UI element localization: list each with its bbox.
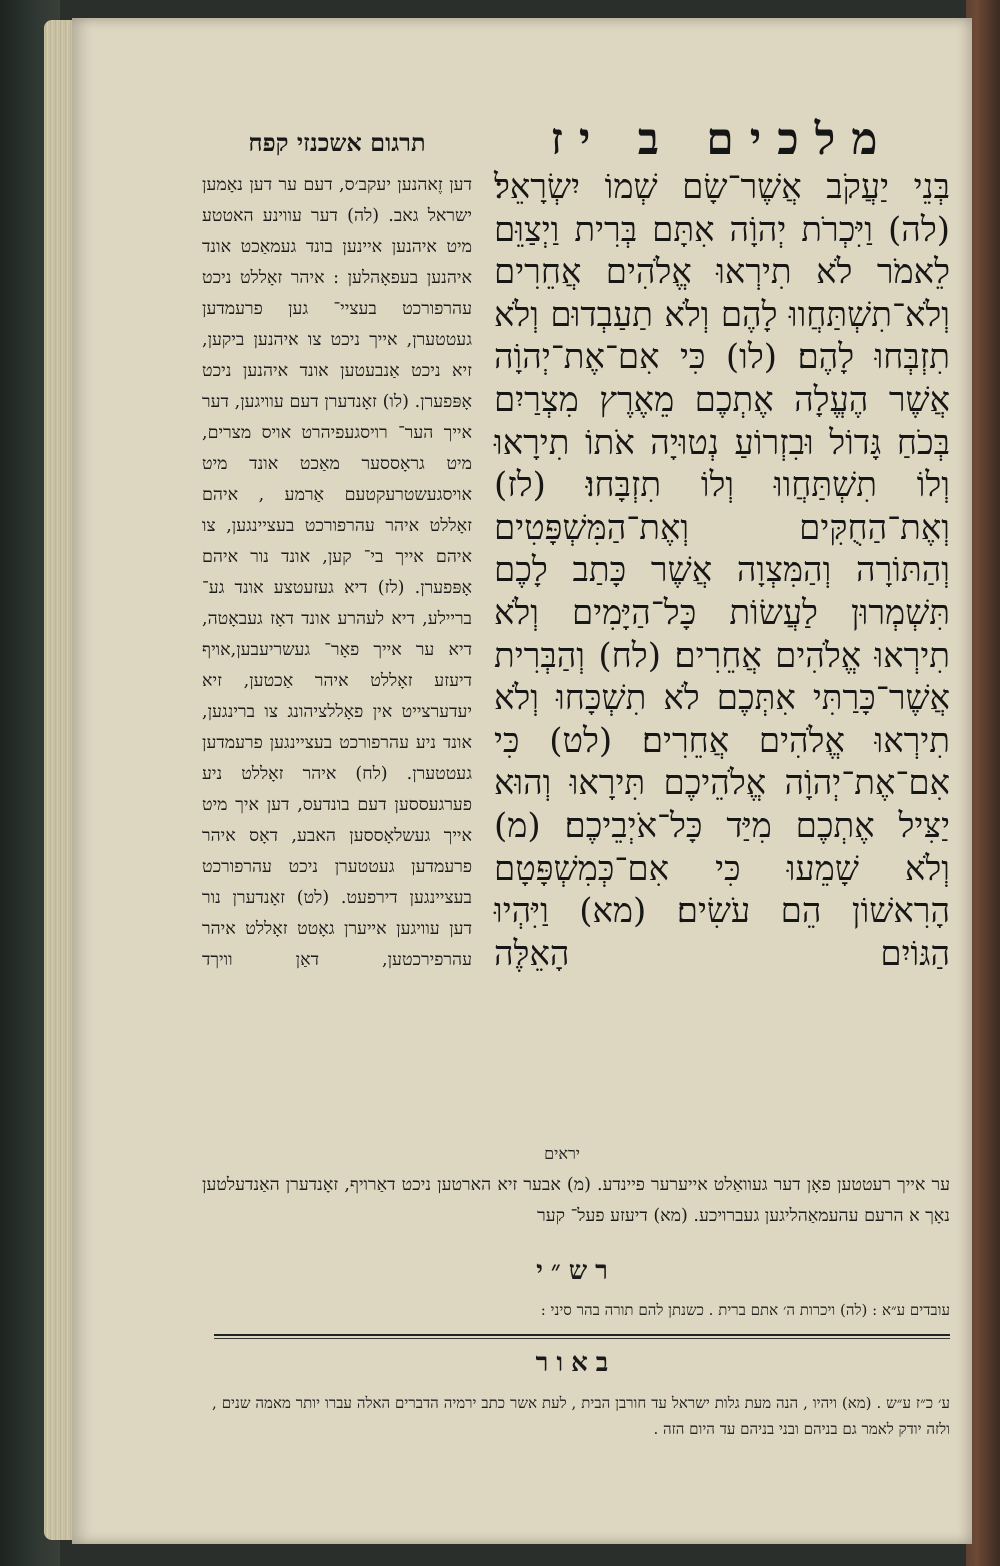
catchword: יראים	[544, 1144, 580, 1163]
translation-continuation: ער אייך רעטטען פאָן דער געוואַלט אייערער פיינדע. (מ) אבער זיא הארטען ניכט דאַרויף, זאָנדערן האַנדעלטען נאָך א הרעם עהעמאַהליגען געברויכע. (מא) דיעזע פעל־ קער	[202, 1175, 950, 1226]
translation-title: תרגום אשכנזי קפח	[248, 128, 426, 157]
book-title: מלכים ב יז	[550, 114, 894, 165]
translation-column	[202, 18, 472, 1168]
rashi-title: רש״י	[536, 1256, 616, 1286]
section-divider-thin	[214, 1338, 950, 1339]
book-page	[72, 18, 972, 1544]
translation-text: דען זֶאהנען יעקב׳ס, דעם ער דען נאָמען ישראל גאב. (לה) דער עווינע האטטע מיט איהנען איינען בונד געמאַכט אונד איהנען בעפאָהלען : איהר זאָללט ניכט עהרפורכט בעציי־ גען פרעמדען געטטערן, אייך ניכט צו איהנען ביקען, זיא ניכט אַנבעטען אונד איהנען ניכט אָפּפערן. (לו) זאָנדערן דעם עוויגען, דער אייך הער־ רויסגעפיהרט אויס מצרים, מיט גראָססער מאַכט אונד מיט אויסגעשטרעקטעם אַרמע , איהם זאָללט איהר עהרפורכט בעציינגען, צו איהם אייך בי־ קען, אונד נור איהם אָפּפערן. (לז) דיא געזעטצע אונד גע־ בריילע, דיא לעהרע אונד דאָז געבאָטה, דיא ער אייך פאָר־ געשריעבען,אויף דיעזע זאָללט איהר אַכטען, זיא יעדערצייט אין פאָללציהונג צו ברינגען, אונד ניע עהרפורכט בעציינגען פרעמדען געטטערן. (לח) איהר זאָללט ניע פערגעססען דעם בונדעס, דען איך מיט אייך געשלאָססען האבע, דאָס איהר פרעמדען געטטערן ניכט עהרפורכט בעציינגען דירפעט. (לט) זאָנדערן נור דען עוויגען אייערן גאָטט זאָללט איהר עהרפירכטען, דאַן וויךד	[202, 175, 472, 970]
bible-text: בְּנֵי יַעֲקֹב אֲשֶׁר־שָׂם שְׁמוֹ יִשְׂרָאֵל׃ (לה) וַיִּכְרֹת יְהוָֹה אִתָּם בְּרִית וַיְצַוֵּם לֵאמֹר לֹא תִירְאוּ אֱלֹהִים אֲחֵרִים וְלֹא־תִשְׁתַּחֲווּ לָהֶם וְלֹא תַעַבְדוּם וְלֹא תִזְבְּחוּ לָהֶם׃ (לו) כִּי אִם־אֶת־יְהוָֹה אֲשֶׁר הֶעֱלָה אֶתְכֶם מֵאֶרֶץ מִצְרַיִם בְּכֹחַ גָּדוֹל וּבִזְרוֹעַ נְטוּיָה אֹתוֹ תִירָאוּ וְלוֹ תִשְׁתַּחֲווּ וְלוֹ תִזְבָּחוּ׃ (לז) וְאֶת־הַחֻקִּים וְאֶת־הַמִּשְׁפָּטִים וְהַתּוֹרָה וְהַמִּצְוָה אֲשֶׁר כָּתַב לָכֶם תִּשְׁמְרוּן לַעֲשׂוֹת כָּל־הַיָּמִים וְלֹא תִירְאוּ אֱלֹהִים אֲחֵרִים׃ (לח) וְהַבְּרִית אֲשֶׁר־כָּרַתִּי אִתְּכֶם לֹא תִשְׁכָּחוּ וְלֹא תִירְאוּ אֱלֹהִים אֲחֵרִים׃ (לט) כִּי אִם־אֶת־יְהוָֹה אֱלֹהֵיכֶם תִּירָאוּ וְהוּא יַצִּיל אֶתְכֶם מִיַּד כָּל־אֹיְבֵיכֶם׃ (מ) וְלֹא שָׁמֵעוּ כִּי אִם־כְּמִשְׁפָּטָם הָרִאשׁוֹן הֵם עֹשִׂים׃ (מא) וַיִּהְיוּ הַגּוֹיִם הָאֵלֶּה	[494, 167, 950, 974]
section-divider	[214, 1334, 950, 1336]
biur-title: באור	[535, 1348, 617, 1378]
rashi-text: עובדים ע״א : (לה) ויכרות ה׳ אתם ברית . כשנתן להם תורה בהר סיני :	[540, 1301, 950, 1319]
biur-text: ע׳ כ״ז ע״ש . (מא) ויהיו , הנה מעת גלות ישראל עד חורבן הבית , לעת אשר כתב ירמיה הדברים האלה עברו יותר מאמה שנים , ולזה יודק לאמר גם בניהם ובני בניהם עד היום הזה .	[212, 1394, 950, 1438]
bible-column	[494, 18, 950, 1168]
